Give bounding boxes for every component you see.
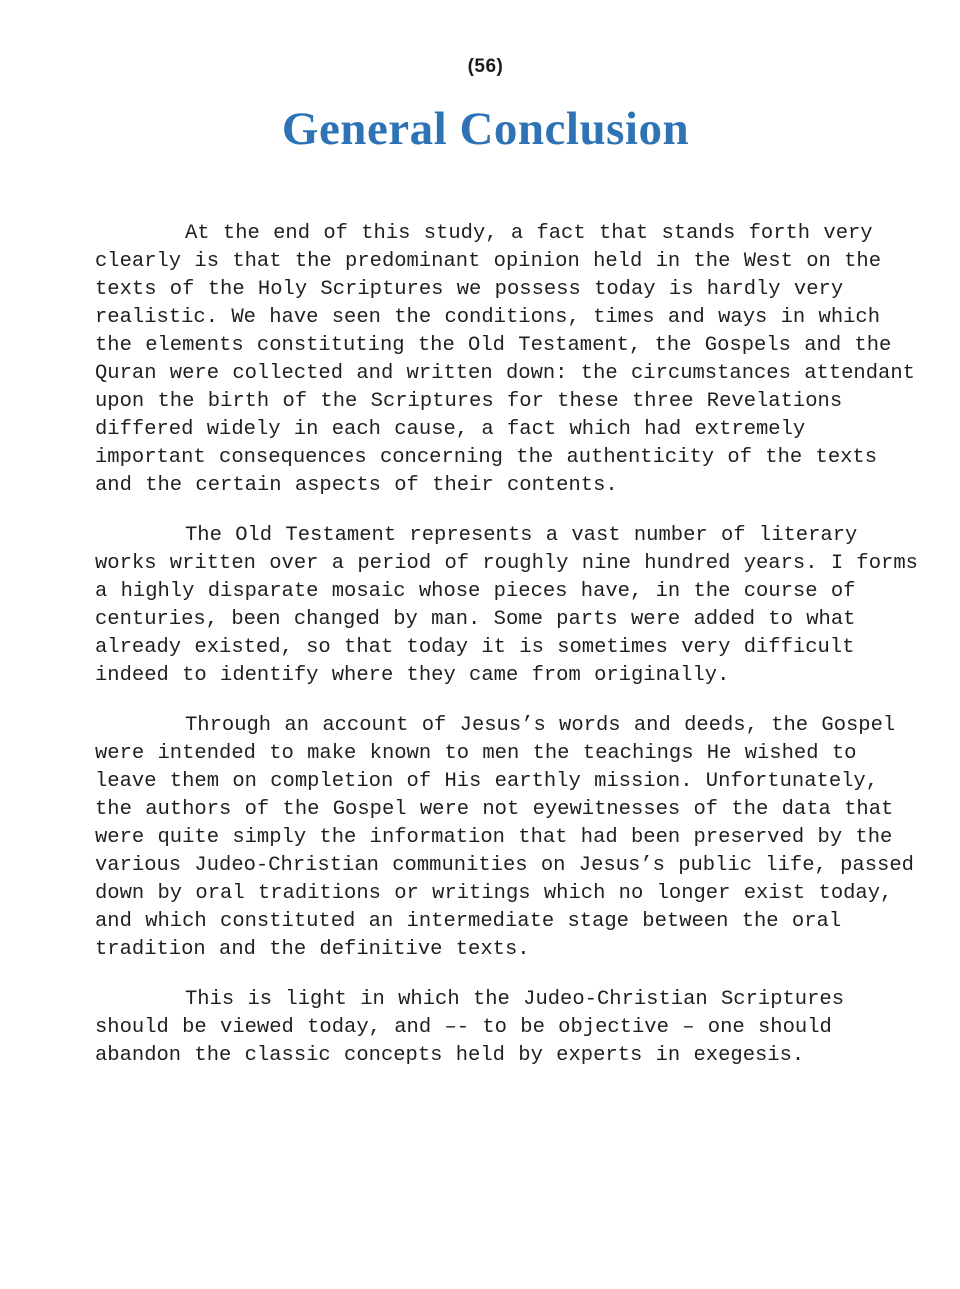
paragraph: At the end of this study, a fact that stands forth very clearly is that the predominant opinion held in the West on the texts of the Holy Scriptures we possess today is hardly very realistic. We have seen the conditions, times and ways in which the elements constituting the Old Testament, the Gospels and the Quran were collected and written down: the circumstances attendant upon the birth of the Scriptures for these three Revelations differed widely in each cause, a fact which had extremely important consequences concerning the authenticity of the texts and the certain aspects of their contents. <box>95 222 915 497</box>
paragraph: The Old Testament represents a vast number of literary works written over a period of roughly nine hundred years. I forms a highly disparate mosaic whose pieces have, in the course of centuries, been changed by man. Some parts were added to what already existed, so that today it is sometimes very difficult indeed to identify where they came from originally. <box>95 524 918 687</box>
paragraph: Through an account of Jesus’s words and deeds, the Gospel were intended to make known to men the teachings He wished to leave them on completion of His earthly mission. Unfortunately, the authors of the Gospel were not eyewitnesses of the data that were quite simply the information that had been preserved by the various Judeo-Christian communities on Jesus’s public life, passed down by oral traditions or writings which no longer exist today, and which constituted an intermediate stage between the oral tradition and the definitive texts. <box>95 714 914 961</box>
paragraph: This is light in which the Judeo-Christian Scriptures should be viewed today, and –- to be objective – one should abandon the classic concepts held by experts in exegesis. <box>95 988 845 1067</box>
document-title: General Conclusion <box>281 103 690 155</box>
page-number: (56) <box>467 56 504 77</box>
document-body <box>95 220 921 1070</box>
